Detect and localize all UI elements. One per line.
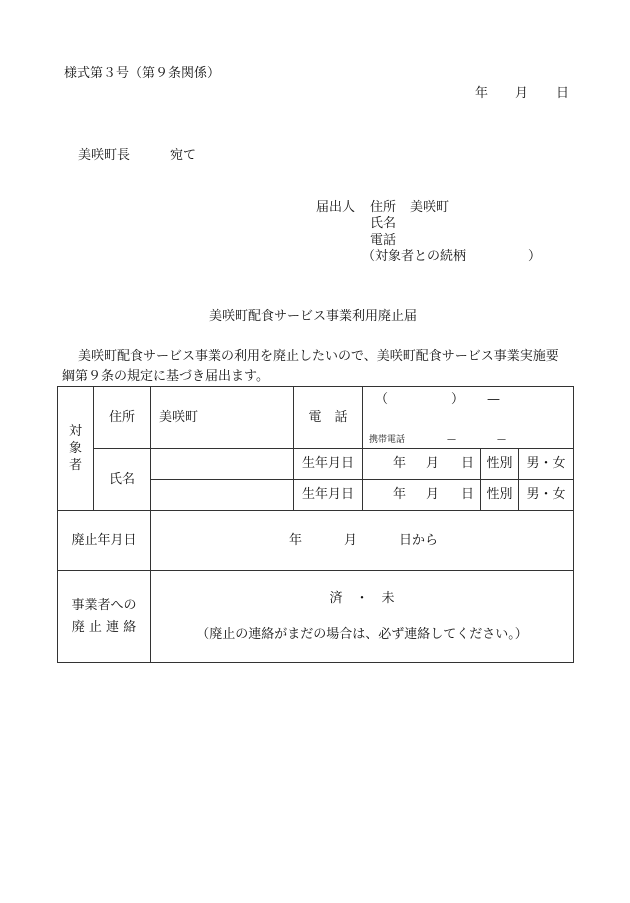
form-number: 様式第３号（第９条関係）: [64, 66, 221, 81]
phone-label: 電 話: [294, 387, 363, 449]
phone-close: ）: [451, 392, 465, 407]
gender-value-2[interactable]: 男・女: [519, 480, 574, 511]
body-line-2: 綱第９条の規定に基づき届出ます。: [62, 369, 269, 384]
mobile-label: 携帯電話: [369, 435, 406, 445]
applicant-relation-close: ）: [528, 249, 542, 264]
document-title: 美咲町配食サービス事業利用廃止届: [209, 309, 418, 324]
name-value-2[interactable]: [151, 480, 294, 511]
applicant-label: 届出人: [316, 200, 356, 215]
discontinue-from: 日から: [399, 532, 439, 548]
applicant-relation-label: （対象者との続柄: [362, 249, 467, 264]
subject-label: 対象者: [68, 424, 82, 473]
birth-year-1: 年: [393, 456, 407, 471]
birth-date-1[interactable]: [363, 449, 481, 480]
discontinue-date[interactable]: [151, 511, 574, 571]
birth-day-1: 日: [461, 456, 475, 471]
applicant-phone-label: 電話: [370, 233, 397, 248]
form-table: [57, 386, 574, 663]
addressee-suffix: 宛て: [170, 148, 197, 163]
address-value: 美咲町: [151, 387, 294, 449]
contact-status-cell[interactable]: [151, 571, 574, 663]
date-year-label: 年: [475, 86, 489, 101]
mobile-dash-1: —: [447, 435, 456, 445]
name-value-1[interactable]: [151, 449, 294, 480]
birth-label-1: 生年月日: [294, 449, 363, 480]
birth-date-2[interactable]: [363, 480, 481, 511]
mobile-dash-2: —: [497, 435, 506, 445]
discontinue-year: 年: [289, 532, 303, 548]
address-label: 住所: [94, 387, 151, 449]
applicant-name-label: 氏名: [370, 216, 397, 231]
date-month-label: 月: [515, 86, 529, 101]
contact-label-cell: [58, 571, 151, 663]
applicant-address-value: 美咲町: [410, 200, 450, 215]
phone-dash: —: [487, 392, 500, 407]
contact-status[interactable]: 済 ・ 未: [329, 590, 395, 606]
discontinue-month: 月: [344, 532, 358, 548]
name-label: 氏名: [94, 449, 151, 511]
discontinue-label: 廃止年月日: [58, 511, 151, 571]
birth-label-2: 生年月日: [294, 480, 363, 511]
body-line-1: 美咲町配食サービス事業の利用を廃止したいので、美咲町配食サービス事業実施要: [78, 349, 559, 364]
addressee-name: 美咲町長: [78, 148, 131, 163]
gender-value-1[interactable]: 男・女: [519, 449, 574, 480]
birth-day-2: 日: [461, 487, 475, 502]
contact-label-line-2: 廃 止 連 絡: [71, 619, 137, 635]
applicant-address-label: 住所: [370, 200, 397, 215]
subject-label-cell: [58, 387, 94, 511]
birth-year-2: 年: [393, 487, 407, 502]
date-day-label: 日: [556, 86, 570, 101]
contact-note: （廃止の連絡がまだの場合は、必ず連絡してください。）: [196, 626, 528, 642]
gender-label-2: 性別: [481, 480, 519, 511]
phone-cell[interactable]: [363, 387, 574, 449]
phone-open: （: [375, 392, 389, 407]
contact-label-line-1: 事業者への: [71, 597, 137, 613]
birth-month-1: 月: [426, 456, 440, 471]
birth-month-2: 月: [426, 487, 440, 502]
gender-label-1: 性別: [481, 449, 519, 480]
